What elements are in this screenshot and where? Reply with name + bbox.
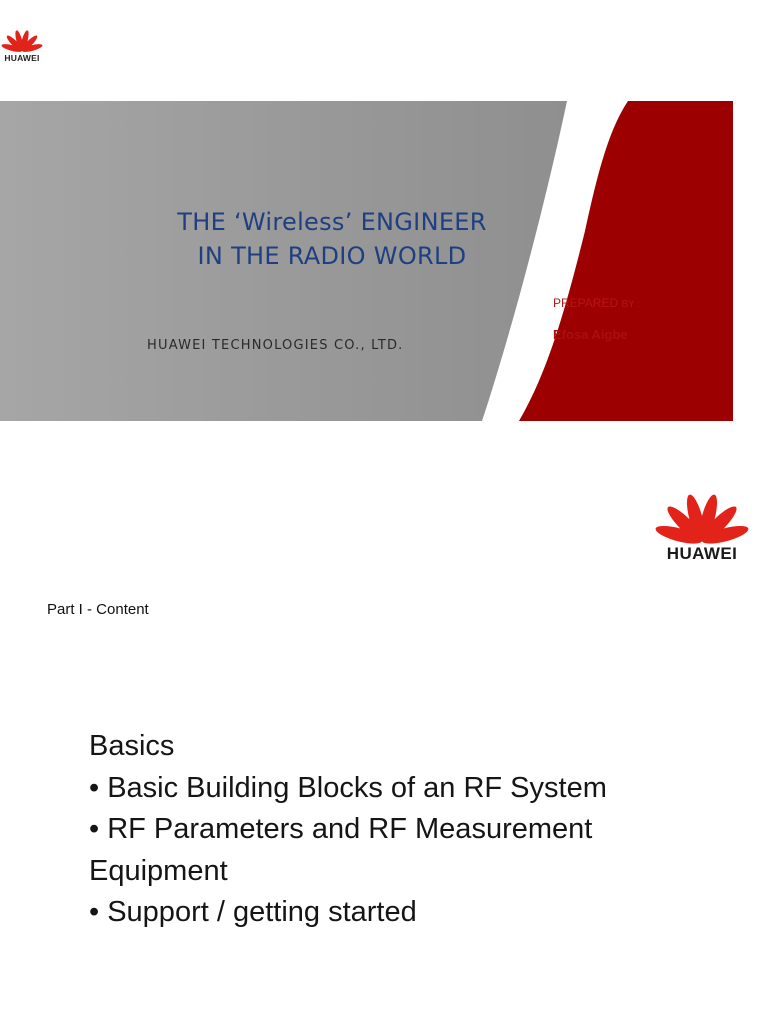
title-line-2: IN THE RADIO WORLD <box>197 242 467 270</box>
title-line-1: THE ‘Wireless’ ENGINEER <box>177 208 487 236</box>
huawei-wordmark-small: HUAWEI <box>4 53 40 63</box>
prepared-suffix: BY : <box>621 299 641 310</box>
content-item: Basics <box>89 730 175 762</box>
huawei-wordmark-large: HUAWEI <box>666 544 738 563</box>
huawei-petal-icon <box>0 22 44 54</box>
prepared-label: PREPARED <box>553 296 619 310</box>
huawei-petal-icon <box>652 478 752 544</box>
company-name: HUAWEI TECHNOLOGIES CO., LTD. <box>147 338 404 353</box>
huawei-logo-small <box>0 22 44 66</box>
content-list <box>89 726 709 934</box>
prepared-by-label <box>553 296 640 310</box>
content-item: • Support / getting started <box>89 896 417 928</box>
huawei-logo-large <box>652 478 752 570</box>
author-name: Efosa Aigbe <box>553 327 628 342</box>
content-item: • Basic Building Blocks of an RF System <box>89 771 607 804</box>
title-banner <box>0 101 768 421</box>
section-label: Part I - Content <box>47 601 149 618</box>
content-item: Equipment <box>89 854 228 887</box>
presentation-title <box>0 205 664 273</box>
content-item: • RF Parameters and RF Measurement <box>89 813 593 845</box>
